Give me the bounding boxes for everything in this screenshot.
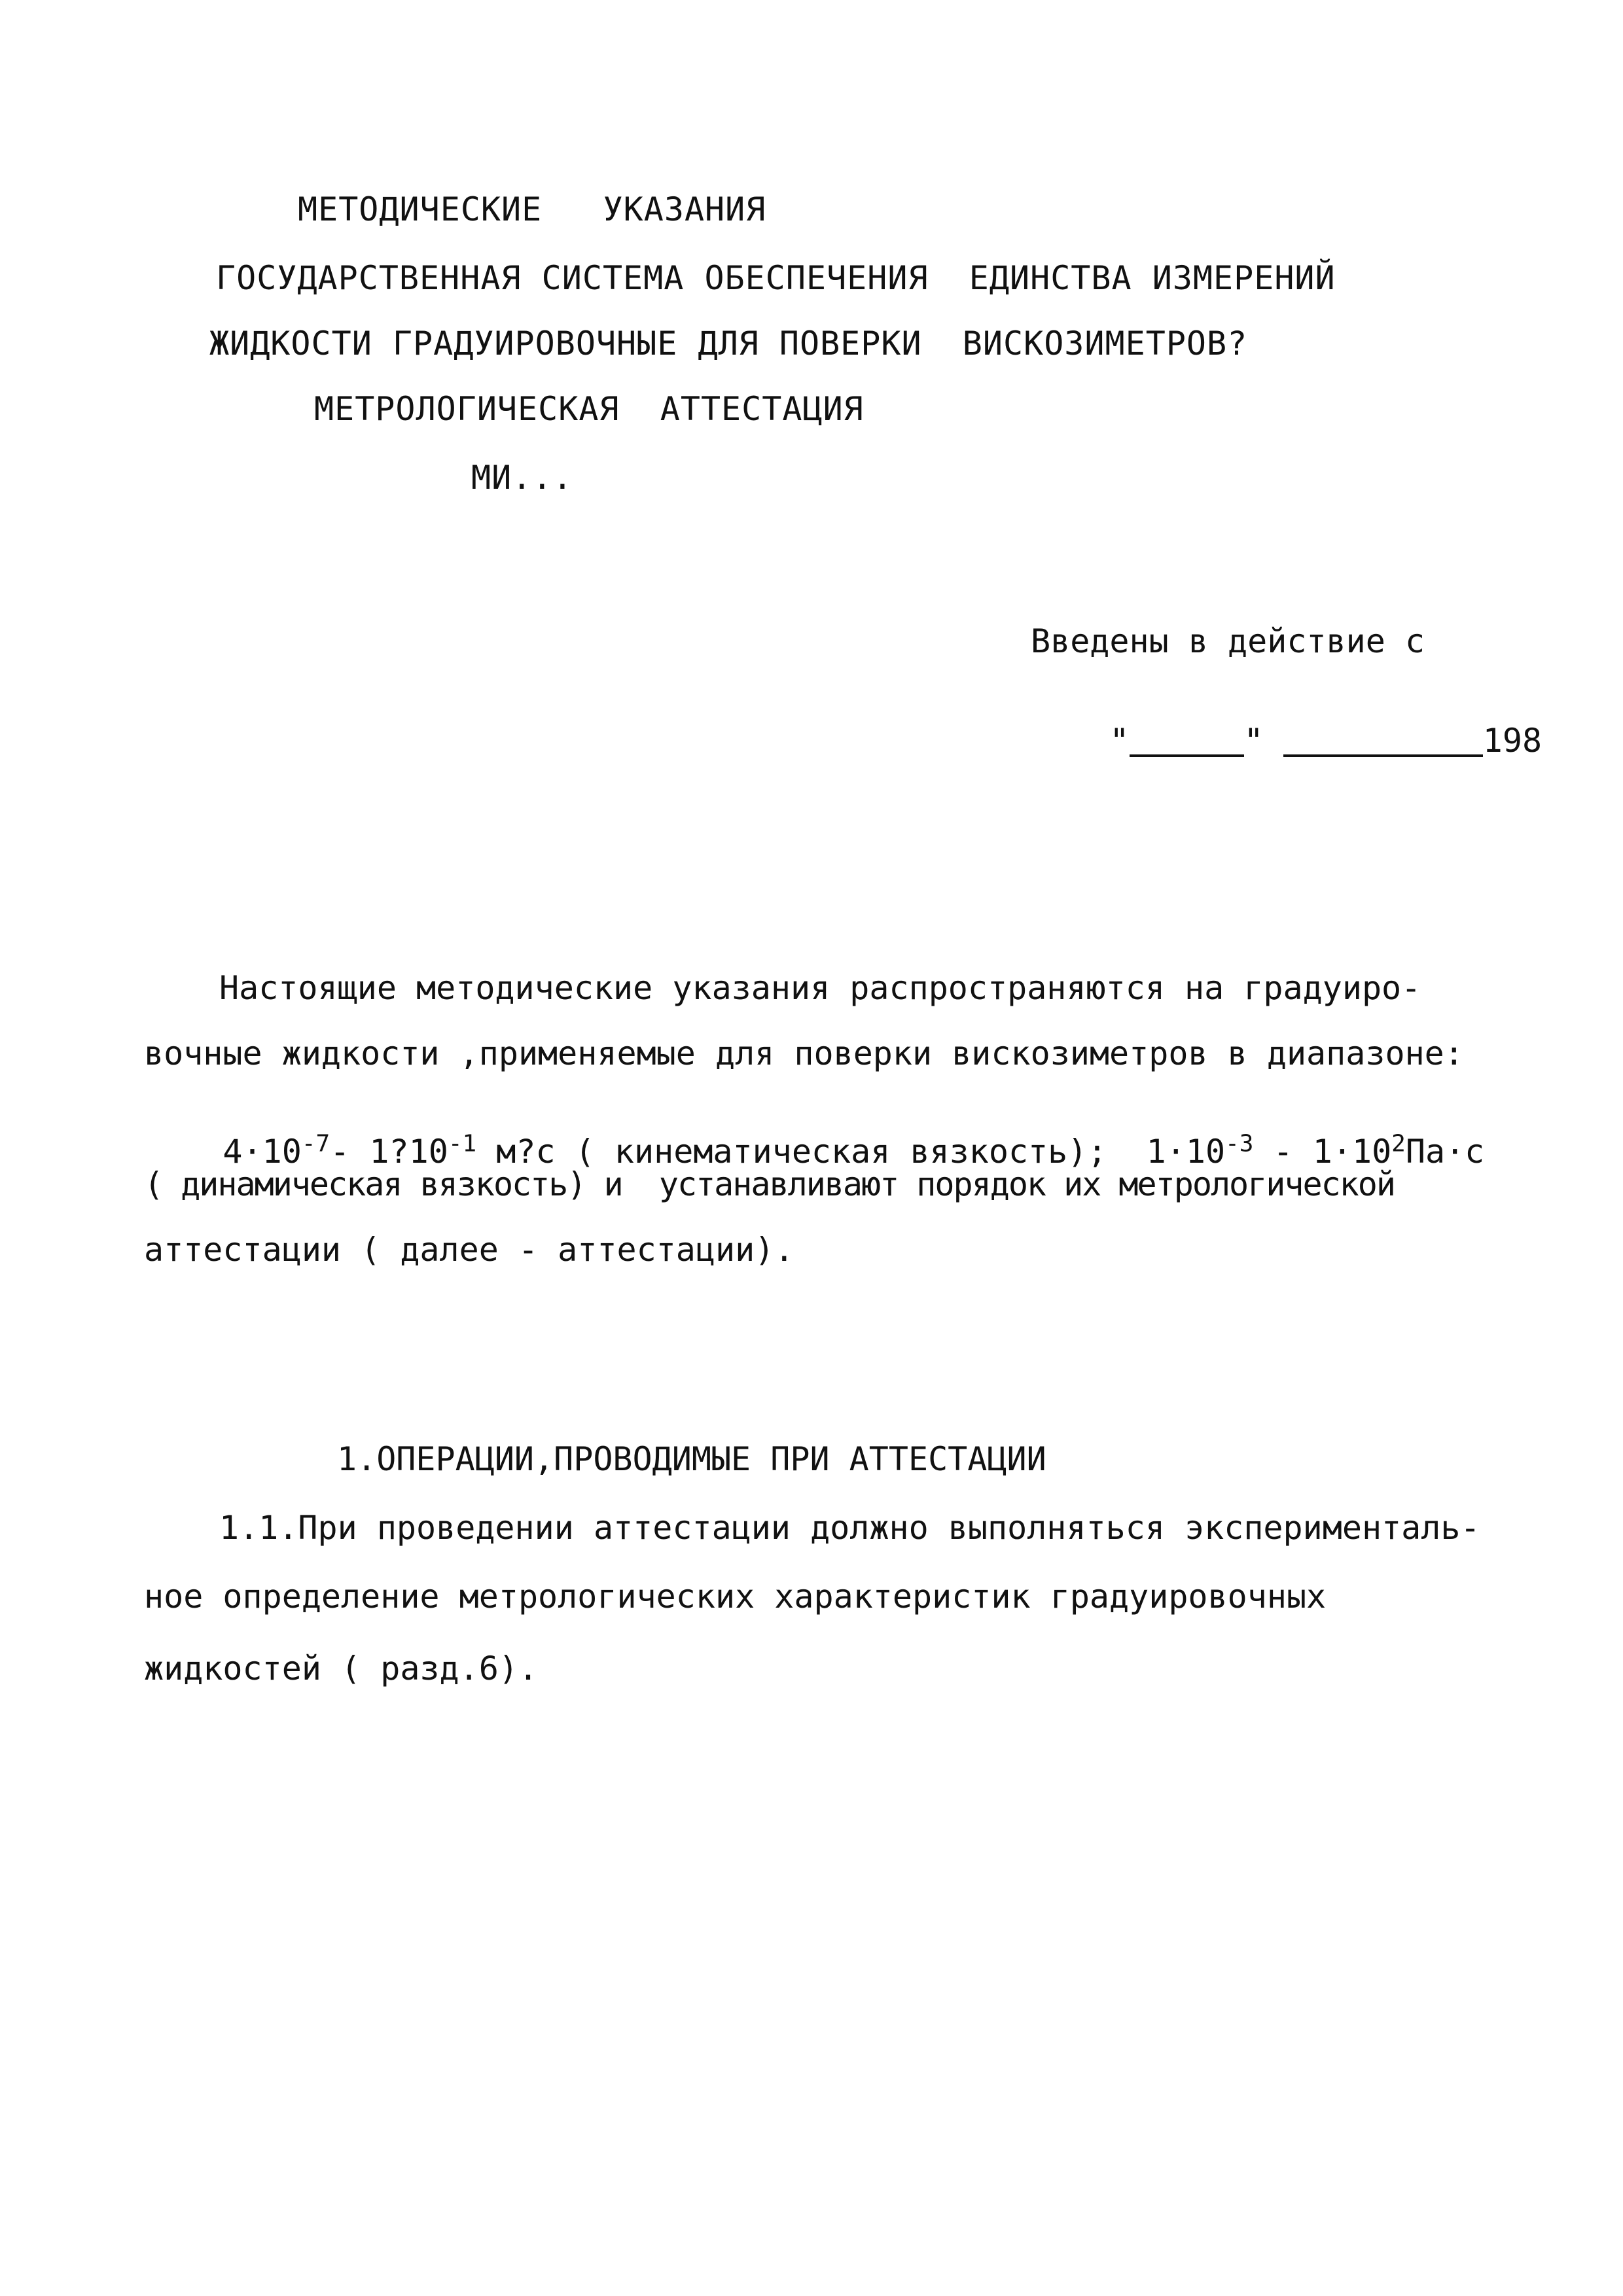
range-dyn-unit: Па·с [1405, 1133, 1485, 1171]
range-kin-unit-and-dyn-low: м?с ( кинематическая вязкость); 1·10 [476, 1133, 1226, 1171]
month-blank [1283, 723, 1483, 757]
year-prefix: 198 [1482, 722, 1543, 760]
section-1-heading: 1.ОПЕРАЦИИ,ПРОВОДИМЫЕ ПРИ АТТЕСТАЦИИ [337, 1440, 1046, 1478]
subject-title: ЖИДКОСТИ ГРАДУИРОВОЧНЫЕ ДЛЯ ПОВЕРКИ ВИСКОЗИМЕТРОВ? [209, 325, 1248, 362]
intro-line-5: аттестации ( далее - аттестации). [144, 1231, 794, 1269]
range-kin-high: - 1?10 [330, 1133, 448, 1171]
effective-date-fill [1031, 690, 1542, 790]
range-kin-low: 4·10 [223, 1133, 302, 1171]
attestation-title: МЕТРОЛОГИЧЕСКАЯ АТТЕСТАЦИЯ [314, 390, 864, 428]
intro-line-4: ( динамическая вязкость) и устанавливают порядок их метрологической [144, 1165, 1395, 1203]
section-1-para-line-2: ное определение метрологических характеристик градуировочных [144, 1578, 1327, 1616]
quote-close: " [1243, 722, 1264, 760]
range-dyn-low-exp: -3 [1225, 1130, 1254, 1157]
section-1-para-line-1: 1.1.При проведении аттестации должно выполняться эксперименталь- [219, 1509, 1480, 1547]
day-blank [1130, 723, 1244, 757]
range-dyn-high-exp: 2 [1391, 1130, 1406, 1157]
section-1-para-line-3: жидкостей ( разд.6). [144, 1650, 539, 1687]
intro-line-1: Настоящие методические указания распространяются на градуиро- [219, 969, 1421, 1007]
effective-date-label: Введены в действие с [1031, 622, 1425, 660]
system-title: ГОСУДАРСТВЕННАЯ СИСТЕМА ОБЕСПЕЧЕНИЯ ЕДИНСТВА ИЗМЕРЕНИЙ [216, 259, 1336, 297]
range-kin-high-exp: -1 [448, 1130, 477, 1157]
quote-open: " [1109, 722, 1130, 760]
range-kin-low-exp: -7 [301, 1130, 330, 1157]
doc-type-title: МЕТОДИЧЕСКИЕ УКАЗАНИЯ [298, 190, 766, 228]
intro-line-2: вочные жидкости ,применяемые для поверки вискозиметров в диапазоне: [144, 1034, 1464, 1072]
document-code: МИ... [471, 459, 573, 497]
range-dyn-high: - 1·10 [1253, 1133, 1392, 1171]
